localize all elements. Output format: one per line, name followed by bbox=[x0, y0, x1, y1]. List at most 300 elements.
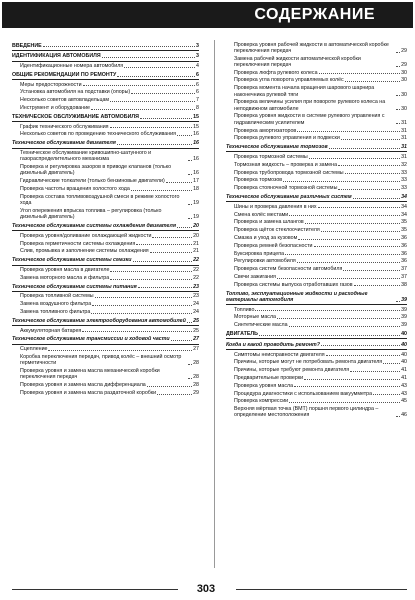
toc-entry-title: Сцепление bbox=[20, 346, 48, 353]
toc-subsection-heading bbox=[12, 223, 199, 231]
toc-page-number: 25 bbox=[193, 327, 199, 334]
toc-entry-title: Техническое обслуживание электрооборудования автомобилей bbox=[12, 317, 186, 324]
toc-page-number: 31 bbox=[401, 135, 407, 142]
dot-leader bbox=[171, 340, 192, 341]
toc-entry-title: Тормозная жидкость – проверка и замена bbox=[234, 161, 338, 168]
toc-page-number: 20 bbox=[193, 232, 199, 239]
toc-page-number: 43 bbox=[401, 390, 407, 397]
toc-page-number: 40 bbox=[401, 351, 407, 358]
toc-page-number: 29 bbox=[401, 47, 407, 54]
toc-entry bbox=[226, 42, 407, 55]
toc-page-number: 22 bbox=[193, 274, 199, 281]
toc-section-heading bbox=[12, 114, 199, 122]
toc-entry bbox=[226, 219, 407, 225]
toc-page-number: 31 bbox=[401, 127, 407, 134]
toc-page-number: 34 bbox=[401, 211, 407, 218]
toc-page-number: 27 bbox=[193, 336, 199, 343]
toc-entry bbox=[12, 382, 199, 388]
toc-entry-title: ВВЕДЕНИЕ bbox=[12, 42, 42, 49]
toc-subsection-heading bbox=[226, 194, 407, 202]
dot-leader bbox=[147, 386, 192, 387]
toc-page-number: 6 bbox=[196, 89, 199, 96]
dot-leader bbox=[110, 127, 193, 128]
toc-entry-title: Техническое обслуживание различных систем bbox=[226, 193, 352, 200]
toc-entry bbox=[226, 77, 407, 83]
toc-entry-title: Регулировки автомобиля bbox=[234, 258, 296, 265]
toc-entry bbox=[226, 383, 407, 389]
dot-leader bbox=[188, 174, 192, 175]
toc-entry-title: Процедура диагностики с использованием вакуумметра bbox=[234, 390, 373, 397]
dot-leader bbox=[305, 223, 400, 224]
toc-entry-title: Предварительные проверки bbox=[234, 374, 304, 381]
toc-entry-title: Моторные масла bbox=[234, 314, 276, 321]
toc-entry bbox=[226, 99, 407, 112]
toc-entry-title: Верхняя мёртвая точка (ВМТ) поршня первого цилиндра – определение местоположения bbox=[234, 406, 379, 419]
toc-subsection-heading bbox=[12, 140, 199, 148]
dot-leader bbox=[283, 181, 400, 182]
toc-entry bbox=[226, 128, 407, 134]
toc-entry bbox=[226, 162, 407, 168]
toc-entry-title: Проверка уровня/доливание охлаждающей жидкости bbox=[20, 232, 152, 239]
footer-rule-left bbox=[12, 589, 178, 590]
dot-leader bbox=[345, 81, 400, 82]
toc-entry bbox=[226, 367, 407, 373]
dot-leader bbox=[117, 76, 195, 77]
toc-entry bbox=[226, 85, 407, 98]
dot-leader bbox=[188, 378, 192, 379]
toc-page-number: 15 bbox=[193, 123, 199, 130]
toc-left-column bbox=[12, 40, 199, 396]
dot-leader bbox=[43, 46, 195, 47]
toc-entry bbox=[226, 359, 407, 365]
toc-entry-title: Техническое обслуживание трансмиссии и ходовой части bbox=[12, 336, 170, 343]
toc-page-number: 43 bbox=[401, 382, 407, 389]
toc-page-number: 22 bbox=[193, 257, 199, 264]
toc-entry-title: Аккумуляторная батарея bbox=[20, 327, 82, 334]
toc-entry-title: Проверка угла поворота управляемых колёс bbox=[234, 77, 344, 84]
dot-leader bbox=[396, 416, 400, 417]
page-title: СОДЕРЖАНИЕ bbox=[254, 6, 375, 23]
toc-entry bbox=[12, 89, 199, 95]
dot-leader bbox=[314, 246, 401, 247]
toc-entry bbox=[226, 406, 407, 419]
toc-entry bbox=[12, 241, 199, 247]
dot-leader bbox=[102, 57, 195, 58]
dot-leader bbox=[131, 190, 192, 191]
toc-entry bbox=[226, 274, 407, 280]
toc-entry bbox=[226, 398, 407, 404]
toc-entry bbox=[226, 314, 407, 320]
toc-entry bbox=[226, 282, 407, 288]
toc-entry-title: Слив, промывка и заполнение системы охлаждения bbox=[20, 248, 149, 255]
toc-page-number: 3 bbox=[196, 42, 199, 49]
toc-entry bbox=[226, 307, 407, 313]
toc-entry bbox=[226, 154, 407, 160]
toc-entry-title: Проверка компрессии bbox=[234, 398, 289, 405]
toc-page-number: 36 bbox=[401, 234, 407, 241]
toc-entry-title: Несколько советов автовладельцам bbox=[20, 97, 110, 104]
toc-entry-title: Проверка щёток стеклоочистителя bbox=[234, 227, 320, 234]
toc-page-number: 36 bbox=[401, 258, 407, 265]
toc-subsection-heading bbox=[12, 336, 199, 344]
toc-page-number: 39 bbox=[401, 322, 407, 329]
dot-leader bbox=[326, 355, 401, 356]
toc-entry bbox=[226, 135, 407, 141]
dot-leader bbox=[297, 262, 400, 263]
toc-page-number: 16 bbox=[193, 140, 199, 147]
toc-right-column bbox=[226, 40, 407, 419]
toc-page-number: 16 bbox=[193, 131, 199, 138]
toc-entry-title: Проверка момента начала вращения шарового шарнира наконечника рулевой тяги bbox=[234, 85, 375, 98]
toc-entry-title: Техническое обслуживание системы смазки bbox=[12, 257, 132, 264]
toc-page-number: 7 bbox=[196, 97, 199, 104]
toc-page-number: 39 bbox=[401, 296, 407, 303]
toc-page-number: 23 bbox=[193, 293, 199, 300]
dot-leader bbox=[321, 231, 400, 232]
toc-entry bbox=[226, 251, 407, 257]
toc-page-number: 16 bbox=[193, 156, 199, 163]
toc-page-number: 36 bbox=[401, 250, 407, 257]
toc-page-number: 33 bbox=[401, 185, 407, 192]
toc-entry-title: Коробка переключения передач, привод колёс – внешний осмотр герметичности bbox=[20, 353, 182, 367]
toc-entry-title: Проверка люфта рулевого колеса bbox=[234, 69, 318, 76]
toc-entry bbox=[226, 352, 407, 358]
toc-entry bbox=[226, 204, 407, 210]
toc-entry-title: Инструмент и оборудование bbox=[20, 105, 90, 112]
footer-rule-right bbox=[236, 589, 407, 590]
toc-page-number: 15 bbox=[193, 113, 199, 120]
dot-leader bbox=[396, 301, 400, 302]
page-number: 303 bbox=[196, 583, 216, 595]
dot-leader bbox=[131, 93, 195, 94]
toc-entry-title: Проверка и регулировка зазоров в приводе клапанов (только дизельный двигатель) bbox=[20, 164, 172, 177]
toc-page-number: 32 bbox=[401, 161, 407, 168]
dot-leader bbox=[289, 215, 400, 216]
toc-entry-title: Техническое обслуживание кривошипно-шатунного и газораспределительного механизма bbox=[20, 150, 152, 163]
toc-entry-title: ОБЩИЕ РЕКОМЕНДАЦИИ ПО РЕМОНТУ bbox=[12, 71, 117, 78]
toc-entry bbox=[12, 368, 199, 381]
toc-entry bbox=[12, 328, 199, 334]
toc-page-number: 19 bbox=[193, 214, 199, 221]
toc-page-number: 31 bbox=[401, 144, 407, 151]
toc-entry-title: Проверка уровня масла в двигателе bbox=[20, 267, 110, 274]
toc-entry-title: Проверка уровня и замена масла раздаточной коробки bbox=[20, 389, 157, 396]
toc-page-number: 24 bbox=[193, 309, 199, 315]
toc-page-number: 17 bbox=[193, 178, 199, 185]
toc-entry bbox=[226, 185, 407, 191]
toc-entry bbox=[226, 56, 407, 69]
toc-entry-title: Техническое обслуживание системы питания bbox=[12, 283, 137, 290]
dot-leader bbox=[110, 279, 192, 280]
toc-entry bbox=[226, 235, 407, 241]
dot-leader bbox=[150, 252, 192, 253]
toc-page-number: 21 bbox=[193, 240, 199, 247]
dot-leader bbox=[48, 350, 192, 351]
toc-entry-title: Замена топливного фильтра bbox=[20, 309, 91, 315]
dot-leader bbox=[138, 287, 192, 288]
toc-entry-title: Причины, которые требуют ремонта двигателя bbox=[234, 367, 350, 374]
toc-entry-title: Проверка системы выпуска отработавших газов bbox=[234, 281, 353, 288]
toc-entry-title: Проверка уровня жидкости в системе рулевого управления с гидравлическим усилителем bbox=[234, 113, 385, 126]
title-bar bbox=[2, 2, 413, 28]
toc-entry-title: Смена колёс местами bbox=[234, 211, 289, 218]
dot-leader bbox=[188, 204, 192, 205]
dot-leader bbox=[136, 244, 192, 245]
dot-leader bbox=[95, 297, 193, 298]
dot-leader bbox=[353, 198, 400, 199]
toc-page-number: 35 bbox=[401, 219, 407, 226]
toc-entry-title: Проверка состава топливовоздушной смеси в режиме холостого хода bbox=[20, 193, 180, 207]
dot-leader bbox=[124, 67, 195, 68]
toc-entry-title: Проверка частоты вращения холостого хода bbox=[20, 186, 130, 193]
toc-page-number: 35 bbox=[401, 227, 407, 234]
toc-subsection-heading bbox=[226, 144, 407, 152]
toc-page-number: 37 bbox=[401, 266, 407, 273]
toc-entry-title: Замена воздушного фильтра bbox=[20, 301, 92, 308]
dot-leader bbox=[188, 364, 192, 365]
toc-entry bbox=[12, 164, 199, 177]
dot-leader bbox=[396, 123, 400, 124]
dot-leader bbox=[166, 182, 192, 183]
toc-entry-title: Замена моторного масла и фильтра bbox=[20, 274, 110, 281]
dot-leader bbox=[383, 363, 400, 364]
toc-entry-title: Проверка уровня рабочей жидкости в автоматической коробке переключения передач bbox=[234, 41, 389, 54]
toc-page-number: 28 bbox=[193, 374, 199, 381]
toc-entry-title: Проверка уровня и замена масла дифференциала bbox=[20, 382, 146, 389]
toc-entry-title: Проверка амортизаторов bbox=[234, 127, 297, 134]
toc-entry bbox=[12, 309, 199, 315]
toc-entry bbox=[12, 275, 199, 281]
dot-leader bbox=[177, 227, 192, 228]
dot-leader bbox=[329, 148, 400, 149]
toc-page-number: 25 bbox=[193, 317, 199, 324]
toc-page-number: 16 bbox=[193, 170, 199, 177]
toc-page-number: 27 bbox=[193, 346, 199, 353]
toc-section-heading bbox=[12, 72, 199, 80]
toc-page-number: 33 bbox=[401, 177, 407, 184]
dot-leader bbox=[396, 95, 400, 96]
toc-page-number: 6 bbox=[196, 71, 199, 78]
dot-leader bbox=[297, 131, 400, 132]
toc-entry bbox=[12, 63, 199, 69]
toc-entry bbox=[226, 391, 407, 397]
toc-page-number: 39 bbox=[401, 314, 407, 321]
toc-entry-title: Свечи зажигания bbox=[234, 273, 276, 280]
toc-page-number: 23 bbox=[193, 283, 199, 290]
toc-entry-title: Смазка и уход за кузовом bbox=[234, 234, 298, 241]
toc-entry-title: Меры предосторожности bbox=[20, 81, 82, 88]
toc-entry-title: ДВИГАТЕЛЬ bbox=[226, 330, 258, 337]
toc-entry-title: График технического обслуживания bbox=[20, 123, 109, 130]
toc-section-heading bbox=[12, 43, 199, 51]
dot-leader bbox=[133, 261, 193, 262]
toc-entry-title: Установка автомобиля на подставки (опоры) bbox=[20, 89, 131, 96]
toc-page-number: 28 bbox=[193, 360, 199, 367]
toc-entry-title: Причины, которые могут не потребовать ремонта двигателя bbox=[234, 359, 383, 366]
toc-entry-title: Проверка стояночной тормозной системы bbox=[234, 185, 338, 192]
toc-page-number: 19 bbox=[193, 200, 199, 207]
toc-entry bbox=[226, 113, 407, 126]
toc-entry bbox=[226, 212, 407, 218]
toc-entry bbox=[226, 375, 407, 381]
toc-entry bbox=[12, 248, 199, 254]
dot-leader bbox=[304, 379, 400, 380]
dot-leader bbox=[294, 386, 400, 387]
toc-entry bbox=[12, 208, 199, 221]
toc-entry bbox=[12, 105, 199, 111]
toc-entry-title: Техническое обслуживание тормозов bbox=[226, 144, 328, 151]
toc-page-number: 45 bbox=[401, 398, 407, 405]
dot-leader bbox=[157, 394, 192, 395]
toc-page-number: 36 bbox=[401, 242, 407, 249]
toc-entry bbox=[12, 82, 199, 88]
toc-entry-title: Проверка и замена шлангов bbox=[234, 219, 304, 226]
toc-page-number: 22 bbox=[193, 267, 199, 274]
toc-entry-title: ИДЕНТИФИКАЦИЯ АВТОМОБИЛЯ bbox=[12, 53, 101, 60]
toc-entry-title: Проверка трубопровода тормозной системы bbox=[234, 169, 344, 176]
toc-entry-title: Несколько советов по проведению технического обслуживания bbox=[20, 131, 177, 138]
toc-page-number: 46 bbox=[401, 412, 407, 419]
toc-page-number: 3 bbox=[196, 53, 199, 60]
toc-entry-title: Проверка уровня масла bbox=[234, 382, 294, 389]
toc-entry bbox=[12, 178, 199, 184]
dot-leader bbox=[92, 305, 192, 306]
dot-leader bbox=[298, 239, 400, 240]
toc-entry bbox=[12, 267, 199, 273]
dot-leader bbox=[152, 237, 192, 238]
toc-entry bbox=[226, 266, 407, 272]
dot-leader bbox=[341, 139, 400, 140]
toc-page-number: 20 bbox=[193, 223, 199, 230]
toc-entry bbox=[12, 124, 199, 130]
toc-page-number: 41 bbox=[401, 367, 407, 374]
toc-entry-title: Шины и проверка давления в них bbox=[234, 203, 317, 210]
toc-page-number: 21 bbox=[193, 248, 199, 255]
toc-section-heading bbox=[12, 53, 199, 61]
toc-entry bbox=[226, 322, 407, 328]
dot-leader bbox=[187, 322, 192, 323]
dot-leader bbox=[373, 394, 400, 395]
toc-entry-title: Техническое обслуживание двигателя bbox=[12, 140, 116, 147]
toc-page-number: 8 bbox=[196, 105, 199, 112]
toc-entry-title: Проверка топливной системы bbox=[20, 293, 94, 300]
toc-subsection-heading bbox=[12, 284, 199, 292]
toc-page-number: 28 bbox=[193, 382, 199, 389]
toc-page-number: 38 bbox=[401, 281, 407, 288]
dot-leader bbox=[338, 165, 400, 166]
dot-leader bbox=[345, 173, 401, 174]
toc-page-number: 41 bbox=[401, 374, 407, 381]
toc-entry-title: Симптомы неисправности двигателя bbox=[234, 351, 325, 358]
toc-page-number: 31 bbox=[401, 153, 407, 160]
toc-entry-title: Проверка уровня и замена масла механической коробки переключения передач bbox=[20, 368, 160, 381]
dot-leader bbox=[140, 118, 192, 119]
dot-leader bbox=[350, 371, 400, 372]
dot-leader bbox=[396, 109, 400, 110]
dot-leader bbox=[277, 318, 400, 319]
toc-entry bbox=[12, 354, 199, 367]
dot-leader bbox=[188, 160, 192, 161]
toc-page-number: 40 bbox=[401, 330, 407, 337]
toc-subsection-heading bbox=[226, 291, 407, 306]
dot-leader bbox=[321, 345, 400, 346]
toc-entry bbox=[12, 131, 199, 137]
toc-page-number: 31 bbox=[401, 119, 407, 126]
toc-page-number: 29 bbox=[193, 389, 199, 396]
toc-page-number: 34 bbox=[401, 193, 407, 200]
toc-page-number: 34 bbox=[401, 203, 407, 210]
dot-leader bbox=[285, 254, 400, 255]
toc-entry-title: Синтетические масла bbox=[234, 322, 288, 329]
dot-leader bbox=[188, 218, 192, 219]
toc-entry bbox=[12, 150, 199, 163]
toc-entry-title: Проверка систем безопасности автомобиля bbox=[234, 266, 343, 273]
dot-leader bbox=[83, 85, 195, 86]
toc-entry bbox=[226, 227, 407, 233]
dot-leader bbox=[177, 135, 192, 136]
toc-subsection-heading bbox=[12, 318, 199, 326]
toc-entry-title: Гидравлические толкатели (только бензиновые двигатели) bbox=[20, 178, 165, 185]
toc-entry bbox=[12, 390, 199, 396]
toc-entry bbox=[12, 233, 199, 239]
column-divider bbox=[214, 40, 215, 568]
toc-entry bbox=[226, 243, 407, 249]
toc-entry-title: Топливо bbox=[234, 306, 255, 313]
toc-entry-title: Замена рабочей жидкости автоматической коробки переключения передач bbox=[234, 55, 361, 68]
toc-entry-title: Техническое обслуживание системы охлаждения двигателя bbox=[12, 223, 176, 230]
dot-leader bbox=[318, 207, 401, 208]
dot-leader bbox=[396, 66, 400, 67]
toc-page-number: 4 bbox=[196, 63, 199, 70]
toc-entry-title: Проверка величины усилия при повороте рулевого колеса на неподвижном автомобиле bbox=[234, 99, 386, 112]
toc-entry bbox=[12, 293, 199, 299]
dot-leader bbox=[309, 158, 400, 159]
toc-page-number: 40 bbox=[401, 341, 407, 348]
toc-entry bbox=[12, 301, 199, 307]
dot-leader bbox=[91, 109, 195, 110]
toc-entry bbox=[12, 186, 199, 192]
dot-leader bbox=[319, 73, 401, 74]
toc-entry bbox=[226, 258, 407, 264]
dot-leader bbox=[91, 313, 192, 314]
toc-page-number: 39 bbox=[401, 306, 407, 313]
toc-page-number: 29 bbox=[401, 61, 407, 68]
toc-entry bbox=[226, 70, 407, 76]
toc-entry bbox=[12, 194, 199, 207]
toc-page-number: 30 bbox=[401, 91, 407, 98]
toc-page-number: 33 bbox=[401, 169, 407, 176]
dot-leader bbox=[354, 285, 401, 286]
toc-subsection-heading bbox=[226, 342, 407, 350]
toc-entry-title: Проверка тормозов bbox=[234, 177, 283, 184]
dot-leader bbox=[110, 101, 195, 102]
dot-leader bbox=[110, 271, 192, 272]
toc-page-number: 30 bbox=[401, 105, 407, 112]
dot-leader bbox=[117, 144, 192, 145]
toc-entry-title: Проверка герметичности системы охлаждения bbox=[20, 240, 136, 247]
toc-entry-title: Проверка рулевого управления и подвески bbox=[234, 135, 340, 142]
toc-page-number: 40 bbox=[401, 359, 407, 366]
toc-section-heading bbox=[226, 331, 407, 339]
toc-page-number: 18 bbox=[193, 186, 199, 193]
toc-entry bbox=[226, 170, 407, 176]
toc-page-number: 6 bbox=[196, 81, 199, 88]
dot-leader bbox=[289, 326, 401, 327]
toc-entry-title: Проверка тормозной системы bbox=[234, 153, 308, 160]
toc-entry-title: Топливо, эксплуатационные жидкости и расходные материалы автомобиля bbox=[226, 290, 368, 303]
dot-leader bbox=[396, 52, 400, 53]
toc-entry bbox=[12, 97, 199, 103]
